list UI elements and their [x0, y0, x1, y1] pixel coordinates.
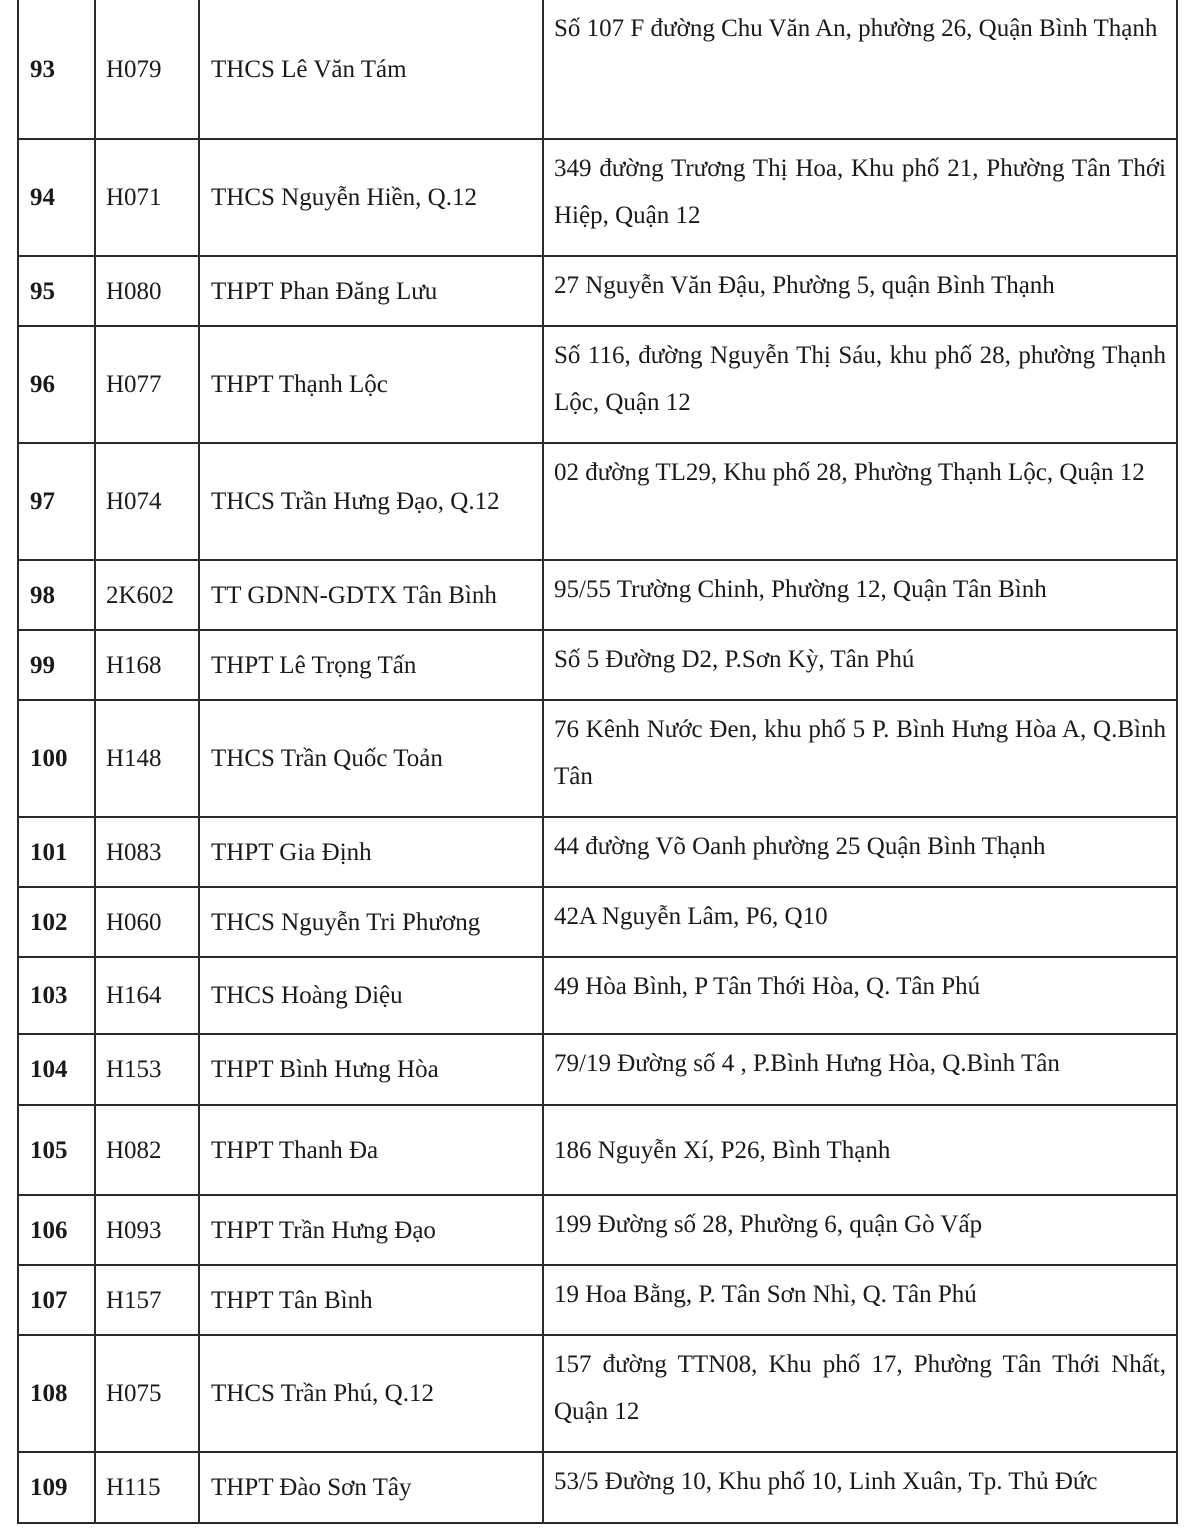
school-code: H115 [95, 1452, 199, 1523]
school-name: THPT Trần Hưng Đạo [199, 1195, 543, 1265]
row-number: 97 [18, 443, 95, 560]
school-code: H157 [95, 1265, 199, 1335]
table-row [18, 630, 1177, 700]
row-number: 104 [18, 1034, 95, 1105]
school-address: 42A Nguyễn Lâm, P6, Q10 [543, 887, 1177, 957]
table-row [18, 1105, 1177, 1195]
school-address: 95/55 Trường Chinh, Phường 12, Quận Tân Bình [543, 560, 1177, 630]
table-row [18, 139, 1177, 256]
school-code: H148 [95, 700, 199, 817]
school-code: H077 [95, 326, 199, 443]
table-row [18, 1034, 1177, 1105]
school-name: THPT Tân Bình [199, 1265, 543, 1335]
row-number: 102 [18, 887, 95, 957]
row-number: 96 [18, 326, 95, 443]
row-number: 98 [18, 560, 95, 630]
school-name: THPT Lê Trọng Tấn [199, 630, 543, 700]
school-address: 19 Hoa Bằng, P. Tân Sơn Nhì, Q. Tân Phú [543, 1265, 1177, 1335]
school-code: H093 [95, 1195, 199, 1265]
school-address: Số 116, đường Nguyễn Thị Sáu, khu phố 28, phường Thạnh Lộc, Quận 12 [543, 326, 1177, 443]
school-name: THPT Thạnh Lộc [199, 326, 543, 443]
row-number: 103 [18, 957, 95, 1034]
school-address: 44 đường Võ Oanh phường 25 Quận Bình Thạnh [543, 817, 1177, 887]
school-name: THPT Thanh Đa [199, 1105, 543, 1195]
row-number: 93 [18, 0, 95, 139]
school-code: H083 [95, 817, 199, 887]
school-code: 2K602 [95, 560, 199, 630]
school-address: 27 Nguyễn Văn Đậu, Phường 5, quận Bình Thạnh [543, 256, 1177, 326]
table-row [18, 700, 1177, 817]
school-name: THCS Lê Văn Tám [199, 0, 543, 139]
row-number: 100 [18, 700, 95, 817]
school-address: 186 Nguyễn Xí, P26, Bình Thạnh [543, 1105, 1177, 1195]
table-row [18, 443, 1177, 560]
row-number: 94 [18, 139, 95, 256]
row-number: 107 [18, 1265, 95, 1335]
school-address: 53/5 Đường 10, Khu phố 10, Linh Xuân, Tp. Thủ Đức [543, 1452, 1177, 1523]
school-address: Số 5 Đường D2, P.Sơn Kỳ, Tân Phú [543, 630, 1177, 700]
table-row [18, 1265, 1177, 1335]
school-code: H075 [95, 1335, 199, 1452]
school-code: H080 [95, 256, 199, 326]
row-number: 101 [18, 817, 95, 887]
school-name: THCS Nguyễn Tri Phương [199, 887, 543, 957]
row-number: 99 [18, 630, 95, 700]
school-name: THCS Trần Quốc Toản [199, 700, 543, 817]
table-row [18, 1335, 1177, 1452]
row-number: 109 [18, 1452, 95, 1523]
table-row [18, 0, 1177, 139]
school-name: THCS Trần Phú, Q.12 [199, 1335, 543, 1452]
table-row [18, 256, 1177, 326]
school-code: H060 [95, 887, 199, 957]
school-name: THPT Gia Định [199, 817, 543, 887]
school-code: H164 [95, 957, 199, 1034]
table-row [18, 1195, 1177, 1265]
school-address: 76 Kênh Nước Đen, khu phố 5 P. Bình Hưng Hòa A, Q.Bình Tân [543, 700, 1177, 817]
school-address: Số 107 F đường Chu Văn An, phường 26, Quận Bình Thạnh [543, 0, 1177, 139]
school-code: H079 [95, 0, 199, 139]
table-row [18, 817, 1177, 887]
school-name: THCS Nguyễn Hiền, Q.12 [199, 139, 543, 256]
school-address: 49 Hòa Bình, P Tân Thới Hòa, Q. Tân Phú [543, 957, 1177, 1034]
school-code: H082 [95, 1105, 199, 1195]
school-code: H168 [95, 630, 199, 700]
school-address: 349 đường Trương Thị Hoa, Khu phố 21, Phường Tân Thới Hiệp, Quận 12 [543, 139, 1177, 256]
school-name: THCS Hoàng Diệu [199, 957, 543, 1034]
school-address: 199 Đường số 28, Phường 6, quận Gò Vấp [543, 1195, 1177, 1265]
exam-site-table [17, 0, 1178, 1524]
school-name: THPT Phan Đăng Lưu [199, 256, 543, 326]
table-row [18, 887, 1177, 957]
row-number: 95 [18, 256, 95, 326]
school-code: H153 [95, 1034, 199, 1105]
school-address: 79/19 Đường số 4 , P.Bình Hưng Hòa, Q.Bình Tân [543, 1034, 1177, 1105]
school-code: H071 [95, 139, 199, 256]
table-row [18, 326, 1177, 443]
row-number: 105 [18, 1105, 95, 1195]
table-row [18, 957, 1177, 1034]
row-number: 108 [18, 1335, 95, 1452]
school-code: H074 [95, 443, 199, 560]
table-row [18, 560, 1177, 630]
table-row [18, 1452, 1177, 1523]
school-address: 157 đường TTN08, Khu phố 17, Phường Tân Thới Nhất, Quận 12 [543, 1335, 1177, 1452]
school-name: TT GDNN-GDTX Tân Bình [199, 560, 543, 630]
school-name: THPT Đào Sơn Tây [199, 1452, 543, 1523]
row-number: 106 [18, 1195, 95, 1265]
school-name: THPT Bình Hưng Hòa [199, 1034, 543, 1105]
school-address: 02 đường TL29, Khu phố 28, Phường Thạnh Lộc, Quận 12 [543, 443, 1177, 560]
school-name: THCS Trần Hưng Đạo, Q.12 [199, 443, 543, 560]
